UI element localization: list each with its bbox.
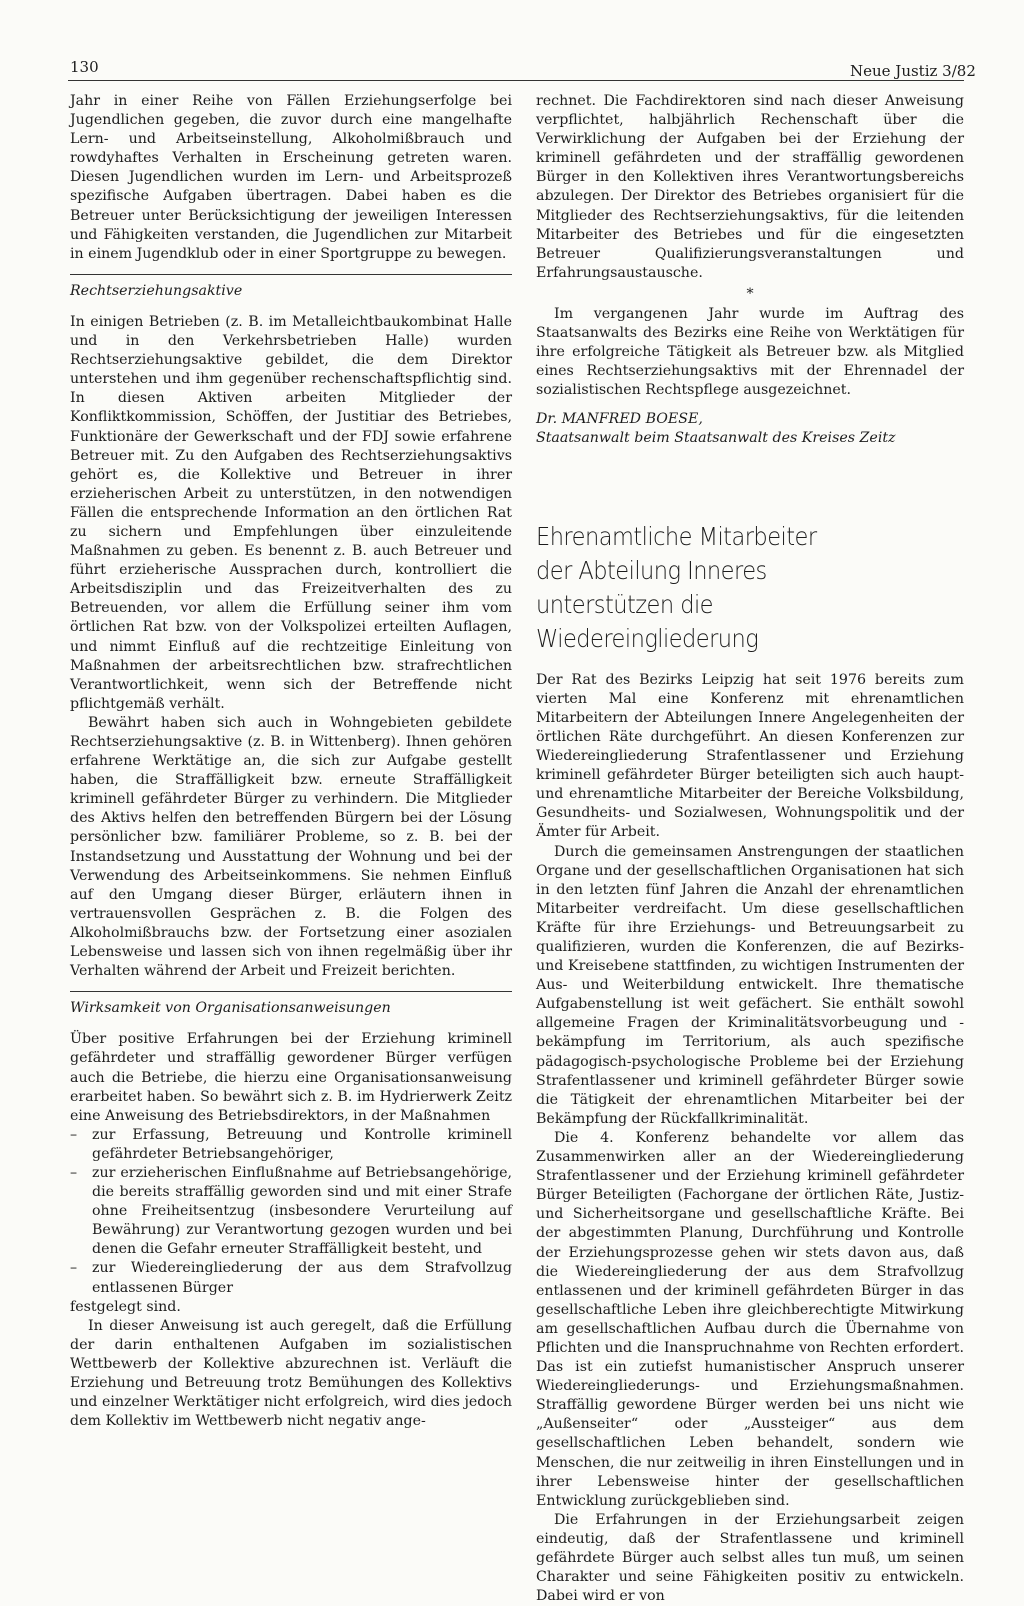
list-dash: – [70, 1126, 78, 1143]
article-paragraph: Die 4. Konferenz behandelte vor allem das Zusammenwirken aller an der Wiedereingliederung Strafentlassener und der Erziehung kriminell gefährdeter Bürger Beteiligten (Fachorgane der örtlichen Räte, Justiz- und Sicherheitsorgane und gesellschaftliche Kräfte. Bei der abgestimmten Planung, Durchführung und Kontrolle der Erziehungsprozesse gehen wir stets davon aus, daß die Wiedereingliederung der aus dem Strafvollzug entlassenen und der kriminell gefährdeten Bürger in das gesellschaftliche Leben ihre gleichberechtigte Mitwirkung am gesellschaftlichen Aufbau durch die Übernahme von Pflichten und die Inanspruchnahme von Rechten erfordert. Das ist ein zutiefst humanistischer Anspruch unserer Wiedereingliederungs- und Erziehungsmaßnahmen. Straffällig gewordene Bürger werden bei uns nicht wie „Außenseiter“ oder „Aussteiger“ aus dem gesellschaftlichen Leben behandelt, sondern wie Menschen, die nur zeitweilig in ihren Einstellungen und in ihrer Lebensweise hinter der gesellschaftlichen Entwicklung zurückgeblieben sind. [536, 1129, 964, 1509]
article-paragraph: Der Rat des Bezirks Leipzig hat seit 1976 bereits zum vierten Mal eine Konferenz mit ehrenamtlichen Mitarbeitern der Abteilungen Innere Angelegenheiten der örtlichen Räte durchgeführt. An diesen Konferenzen zur Wiedereingliederung Strafentlassener und Erziehung kriminell gefährdeter Bürger beteiligten sich auch haupt- und ehrenamtliche Mitarbeiter der Bereiche Volksbildung, Gesundheits- und Sozialwesen, Wohnungspolitik und der Ämter für Arbeit. [536, 671, 964, 841]
article-paragraph: Durch die gemeinsamen Anstrengungen der staatlichen Organe und der gesellschaftlichen Organisationen hat sich in den letzten fünf Jahren die Anzahl der ehrenamtlichen Mitarbeiter verdreifacht. Um diese gesellschaftlichen Kräfte für ihre Erziehungs- und Betreuungsarbeit zu qualifizieren, wurden die Konferenzen, die auf Bezirks- und Kreisebene stattfinden, zu wichtigen Instrumenten der Aus- und Weiterbildung entwickelt. Ihre thematische Aufgabenstellung ist weit gefächert. Sie enthält sowohl allgemeine Fragen der Kriminalitätsvorbeugung und -bekämpfung im Territorium, als auch spezifische pädagogisch-psychologische Probleme bei der Erziehung Strafentlassener und kriminell gefährdeter Bürger sowie die Tätigkeit der ehrenamtlichen Mitarbeiter bei der Bekämpfung der Rückfallkriminalität. [536, 843, 964, 1127]
header-rule [68, 80, 964, 81]
separator-asterisk: * [746, 285, 754, 302]
left-column [70, 92, 512, 1431]
closing-paragraph: Im vergangenen Jahr wurde im Auftrag des Staatsanwalts des Bezirks eine Reihe von Werktätigen für ihre erfolgreiche Tätigkeit als Betreuer bzw. als Mitglied eines Rechtserziehungsaktivs mit der Ehrennadel der sozialistischen Rechtspflege ausgezeichnet. [536, 306, 964, 399]
author-name: Dr. MANFRED BOESE, [536, 410, 703, 427]
body-paragraph: Bewährt haben sich auch in Wohngebieten gebildete Rechtserziehungsaktive (z. B. in Wittenberg). Ihnen gehören erfahrene Werktätige an, die sich zur Aufgabe gestellt haben, die Straffälligkeit bzw. erneute Straffälligkeit kriminell gefährdeter Bürger zu verhindern. Die Mitglieder des Aktivs helfen den betreffenden Bürgern bei der Lösung persönlicher bzw. familiärer Probleme, so z. B. bei der Instandsetzung und Ausstattung der Wohnung und bei der Verwendung des Arbeitseinkommens. Sie nehmen Einfluß auf den Umgang dieser Bürger, erläutern ihnen in vertrauensvollen Gesprächen z. B. die Folgen des Alkoholmißbrauchs bzw. der Fortsetzung einer asozialen Lebensweise und lassen sich von ihnen regelmäßig über ihr Verhalten während der Arbeit und Freizeit berichten. [70, 714, 512, 980]
article-paragraph: Die Erfahrungen in der Erziehungsarbeit zeigen eindeutig, daß der Strafentlassene und kriminell gefährdete Bürger auch selbst alles tun muß, um seinen Charakter und seine Fähigkeiten positiv zu entwickeln. Dabei wird er von [536, 1511, 964, 1605]
body-paragraph: Über positive Erfahrungen bei der Erziehung kriminell gefährdeter und straffällig gewordener Bürger verfügen auch die Betriebe, die hierzu eine Organisationsanweisung erarbeitet haben. So bewährt sich z. B. im Hydrierwerk Zeitz eine Anweisung des Betriebsdirektors, in der Maßnahmen [70, 1031, 512, 1124]
body-paragraph: festgelegt sind. [70, 1298, 181, 1315]
section-heading-wirksamkeit: Wirksamkeit von Organisationsanweisungen [70, 1000, 391, 1017]
list-item-text: zur erzieherischen Einflußnahme auf Betriebsangehörige, die bereits straffällig geworden sind und mit einer Strafe ohne Freiheitsentzug (insbesondere Verurteilung auf Bewährung) zur Verantwortung gezogen wurden und bei denen die Gefahr erneuter Straffälligkeit besteht, und [92, 1164, 512, 1258]
right-column [536, 92, 964, 1606]
continuation-paragraph: rechnet. Die Fachdirektoren sind nach dieser Anweisung verpflichtet, halbjährlich Rechenschaft über die Verwirklichung der Aufgaben bei der Erziehung der kriminell gefährdeten und der straffällig gewordenen Bürger in den Kollektiven ihres Verantwortungsbereichs abzulegen. Der Direktor des Betriebes organisiert für die Mitglieder des Rechtserziehungsaktivs, für die leitenden Mitarbeiter des Betriebes und für die eingesetzten Betreuer Qualifizierungsveranstaltungen und Erfahrungsaustausche. [536, 93, 964, 281]
list-item [70, 1259, 512, 1297]
journal-title: Neue Justiz 3/82 [850, 62, 976, 80]
section-heading-rechtserziehungsaktive: Rechtserziehungsaktive [70, 282, 243, 299]
list-dash: – [70, 1164, 78, 1181]
body-paragraph: In einigen Betrieben (z. B. im Metalleichtbaukombinat Halle und in den Verkehrsbetrieben Halle) wurden Rechtserziehungsaktive gebildet, die dem Direktor unterstehen und ihm gegenüber rechenschaftspflichtig sind. In diesen Aktiven arbeiten Mitglieder der Konfliktkommission, Schöffen, der Justitiar des Betriebes, Funktionäre der Gewerkschaft und der FDJ sowie erfahrene Betreuer mit. Zu den Aufgaben des Rechtserziehungsaktivs gehört es, die Kollektive und Betreuer in ihrer erzieherischen Arbeit zu unterstützen, in den notwendigen Fällen die entsprechende Information an den örtlichen Rat zu sichern und Empfehlungen über einzuleitende Maßnahmen zu geben. Es benennt z. B. auch Betreuer und führt erzieherische Aussprachen durch, kontrolliert die Arbeitsdisziplin und das Freizeitverhalten des zu Betreuenden, vor allem die Erfüllung seiner ihm vom örtlichen Rat bzw. von der Volkspolizei erteilten Auflagen, und nimmt Einfluß auf die rechtzeitige Einleitung von Maßnahmen der arbeitsrechtlichen bzw. strafrechtlichen Verantwortlichkeit, wenn sich der Betreffende nicht pflichtgemäß verhält. [70, 313, 512, 712]
list-item [70, 1126, 512, 1164]
list-item-text: zur Erfassung, Betreuung und Kontrolle kriminell gefährdeter Betriebsangehöriger, [92, 1126, 512, 1162]
list-item-text: zur Wiedereingliederung der aus dem Strafvollzug entlassenen Bürger [92, 1260, 512, 1296]
article-title-line: Ehrenamtliche Mitarbeiter [536, 521, 817, 551]
body-paragraph: In dieser Anweisung ist auch geregelt, daß die Erfüllung der darin enthaltenen Aufgaben im sozialistischen Wettbewerb der Kollektive abzurechnen ist. Verläuft die Erziehung und Betreuung trotz Bemühungen des Kollektivs und einzelner Werktätiger nicht erfolgreich, wird dies jedoch dem Kollektiv im Wettbewerb nicht negativ ange- [70, 1317, 512, 1430]
article-title-line: der Abteilung Inneres [536, 555, 767, 585]
list-dash: – [70, 1260, 78, 1277]
article-title [536, 520, 930, 656]
section-rule [70, 274, 512, 275]
article-title-line: unterstützen die Wiedereingliederung [536, 589, 759, 653]
intro-paragraph: Jahr in einer Reihe von Fällen Erziehungserfolge bei Jugendlichen gegeben, die zuvor durch eine mangelhafte Lern- und Arbeitseinstellung, Alkoholmißbrauch und rowdyhaftes Verhalten in Erscheinung getreten waren. Diesen Jugendlichen wurden im Lern- und Arbeitsprozeß spezifische Aufgaben übertragen. Dabei haben es die Betreuer unter Berücksichtigung der jeweiligen Interessen und Fähigkeiten verstanden, die Jugendlichen zur Mitarbeit in einem Jugendklub oder in einer Sportgruppe zu bewegen. [70, 93, 512, 262]
section-rule [70, 991, 512, 992]
page-number: 130 [70, 58, 99, 76]
list-item [70, 1164, 512, 1259]
author-title: Staatsanwalt beim Staatsanwalt des Kreises Zeitz [536, 429, 896, 446]
